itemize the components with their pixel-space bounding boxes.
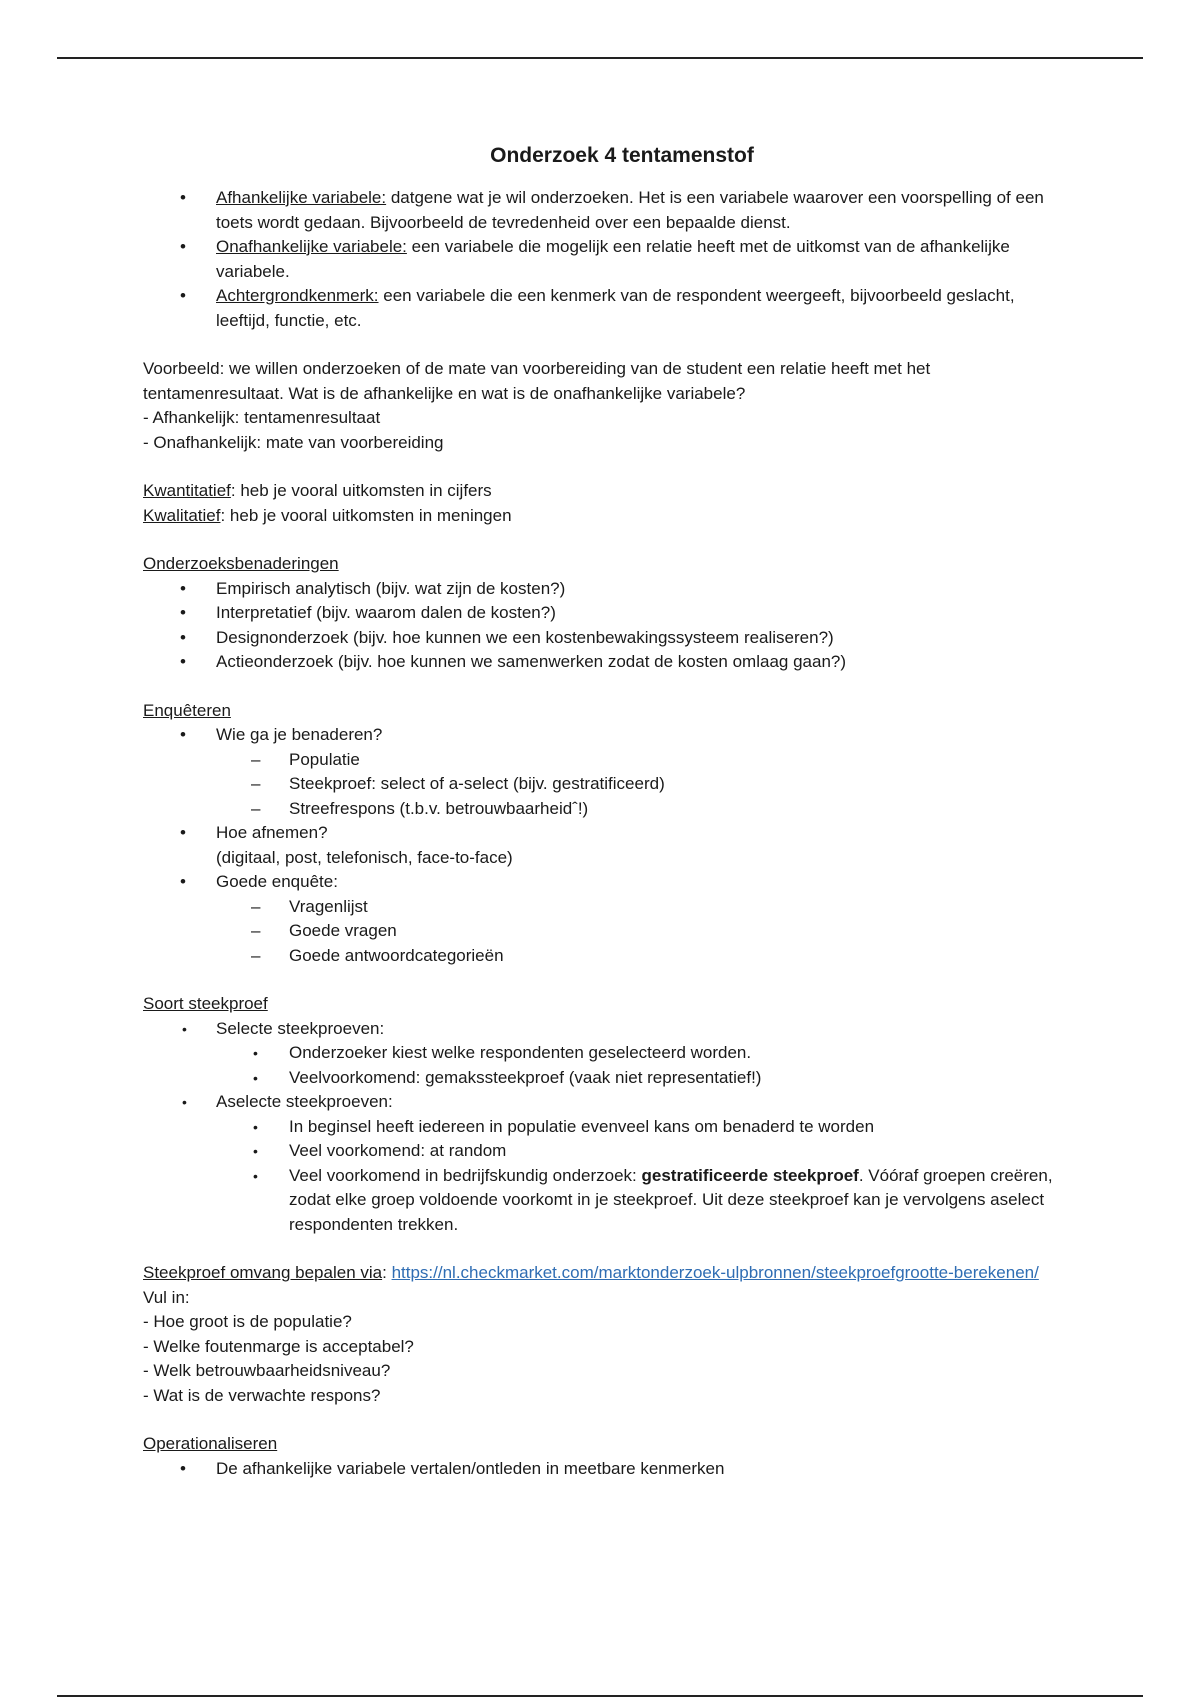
definition-term: Achtergrondkenmerk: [216,286,379,305]
section-heading-survey: Enquêteren [143,700,231,720]
example-paragraph: Voorbeeld: we willen onderzoeken of de mate van voorbereiding van de student een relatie heeft met het tentamenresultaat. Wat is de afhankelijke en wat is de onafhankelijke variabele? [143,359,931,403]
sub-list [216,895,1063,969]
sub-list-text: . Vóóraf groepen creëren, zodat elke groep voldoende voorkomt in je steekproef. Uit deze steekproef kan je vervolgens aselect respondenten trekken. [289,1165,1053,1234]
survey-list [143,723,1063,968]
list-item [143,1090,1063,1237]
type-qualitative [143,504,1063,529]
sizing-colon: : [382,1263,392,1282]
list-item: • Actieonderzoek (bijv. hoe kunnen we samenwerken zodat de kosten omlaag gaan?) [143,650,1063,675]
operationalize-list [143,1457,1063,1482]
list-item [143,723,1063,821]
survey-note: (digitaal, post, telefonisch, face-to-face) [216,847,513,867]
definition-term: Afhankelijke variabele: [216,188,387,207]
sub-list-item: – Streefrespons (t.b.v. betrouwbaarheidˆ!) [143,797,1063,822]
type-text: : heb je vooral uitkomsten in meningen [220,505,512,525]
sub-list-item: • Veelvoorkomend: gemakssteekproef (vaak niet representatief!) [143,1066,1063,1091]
survey-question: Goede enquête: [216,872,338,891]
section-heading-operationalize: Operationaliseren [143,1434,278,1453]
footer-rule [57,1695,1143,1697]
sub-list-item: – Vragenlijst [143,895,1063,920]
sizing-question: - Welke foutenmarge is acceptabel? [143,1336,414,1356]
sub-list-item: • In beginsel heeft iedereen in populatie evenveel kans om benaderd te worden [143,1115,1063,1140]
sizing-question: - Wat is de verwachte respons? [143,1385,381,1405]
survey-question: Hoe afnemen? [216,823,328,842]
document-page [143,140,1063,1481]
survey-question: Wie ga je benaderen? [216,725,383,744]
list-item: • Interpretatief (bijv. waarom dalen de kosten?) [143,601,1063,626]
sample-type: Selecte steekproeven: [216,1018,385,1038]
example-dependent: - Afhankelijk: tentamenresultaat [143,408,381,427]
sub-list-item: • Onderzoeker kiest welke respondenten geselecteerd worden. [143,1041,1063,1066]
sample-list [143,1017,1063,1238]
sizing-paragraph [143,1261,1063,1286]
definitions-list [143,186,1063,333]
list-item: • De afhankelijke variabele vertalen/ontleden in meetbare kenmerken [143,1457,1063,1482]
sub-list-item: – Goede antwoordcategorieën [143,944,1063,969]
type-term: Kwantitatief [143,481,231,500]
section-heading-sample: Soort steekproef [143,994,268,1013]
sample-type: Aselecte steekproeven: [216,1092,393,1111]
sub-list [216,1041,1063,1090]
sub-list [216,748,1063,822]
list-item [143,870,1063,968]
type-text: : heb je vooral uitkomsten in cijfers [230,481,492,500]
definition-text: een variabele die een kenmerk van de respondent weergeeft, bijvoorbeeld geslacht, leeftijd, functie, etc. [216,286,1015,330]
sub-list-item: – Populatie [143,748,1063,773]
checkmarket-link[interactable]: https://nl.checkmarket.com/marktonderzoek-ulpbronnen/steekproefgrootte-berekenen/ [391,1263,1039,1282]
definition-term: Onafhankelijke variabele: [216,237,407,256]
fill-in-label: Vul in: [143,1287,190,1307]
definition-text: datgene wat je wil onderzoeken. Het is een variabele waarover een voorspelling of een toets wordt gedaan. Bijvoorbeeld de tevredenheid over een bepaalde dienst. [216,188,1044,232]
sizing-label: Steekproef omvang bepalen via [143,1263,383,1282]
definition-item [143,284,1063,333]
sizing-question: - Welk betrouwbaarheidsniveau? [143,1361,391,1380]
sub-list [216,1115,1063,1238]
type-quantitative [143,479,1063,504]
sub-list-item: • Veel voorkomend: at random [143,1139,1063,1164]
document-title: Onderzoek 4 tentamenstof [490,144,754,167]
definition-item [143,235,1063,284]
definition-text: een variabele die mogelijk een relatie heeft met de uitkomst van de afhankelijke variabele. [216,237,1010,281]
type-term: Kwalitatief [143,505,221,525]
sub-list-item: – Goede vragen [143,919,1063,944]
sizing-question: - Hoe groot is de populatie? [143,1312,352,1331]
definition-item [143,186,1063,235]
example-independent: - Onafhankelijk: mate van voorbereiding [143,432,444,452]
emphasis-text: gestratificeerde steekproef [641,1165,859,1185]
list-item: • Designonderzoek (bijv. hoe kunnen we een kostenbewakingssysteem realiseren?) [143,626,1063,651]
list-item [143,821,1063,870]
sub-list-text: Veel voorkomend in bedrijfskundig onderzoek: [289,1165,642,1185]
approaches-list [143,577,1063,675]
list-item [143,1017,1063,1091]
sub-list-item [143,1164,1063,1238]
section-heading-approaches: Onderzoeksbenaderingen [143,554,339,573]
list-item: • Empirisch analytisch (bijv. wat zijn de kosten?) [143,577,1063,602]
sub-list-item: – Steekproef: select of a-select (bijv. gestratificeerd) [143,772,1063,797]
header-rule [57,57,1143,59]
